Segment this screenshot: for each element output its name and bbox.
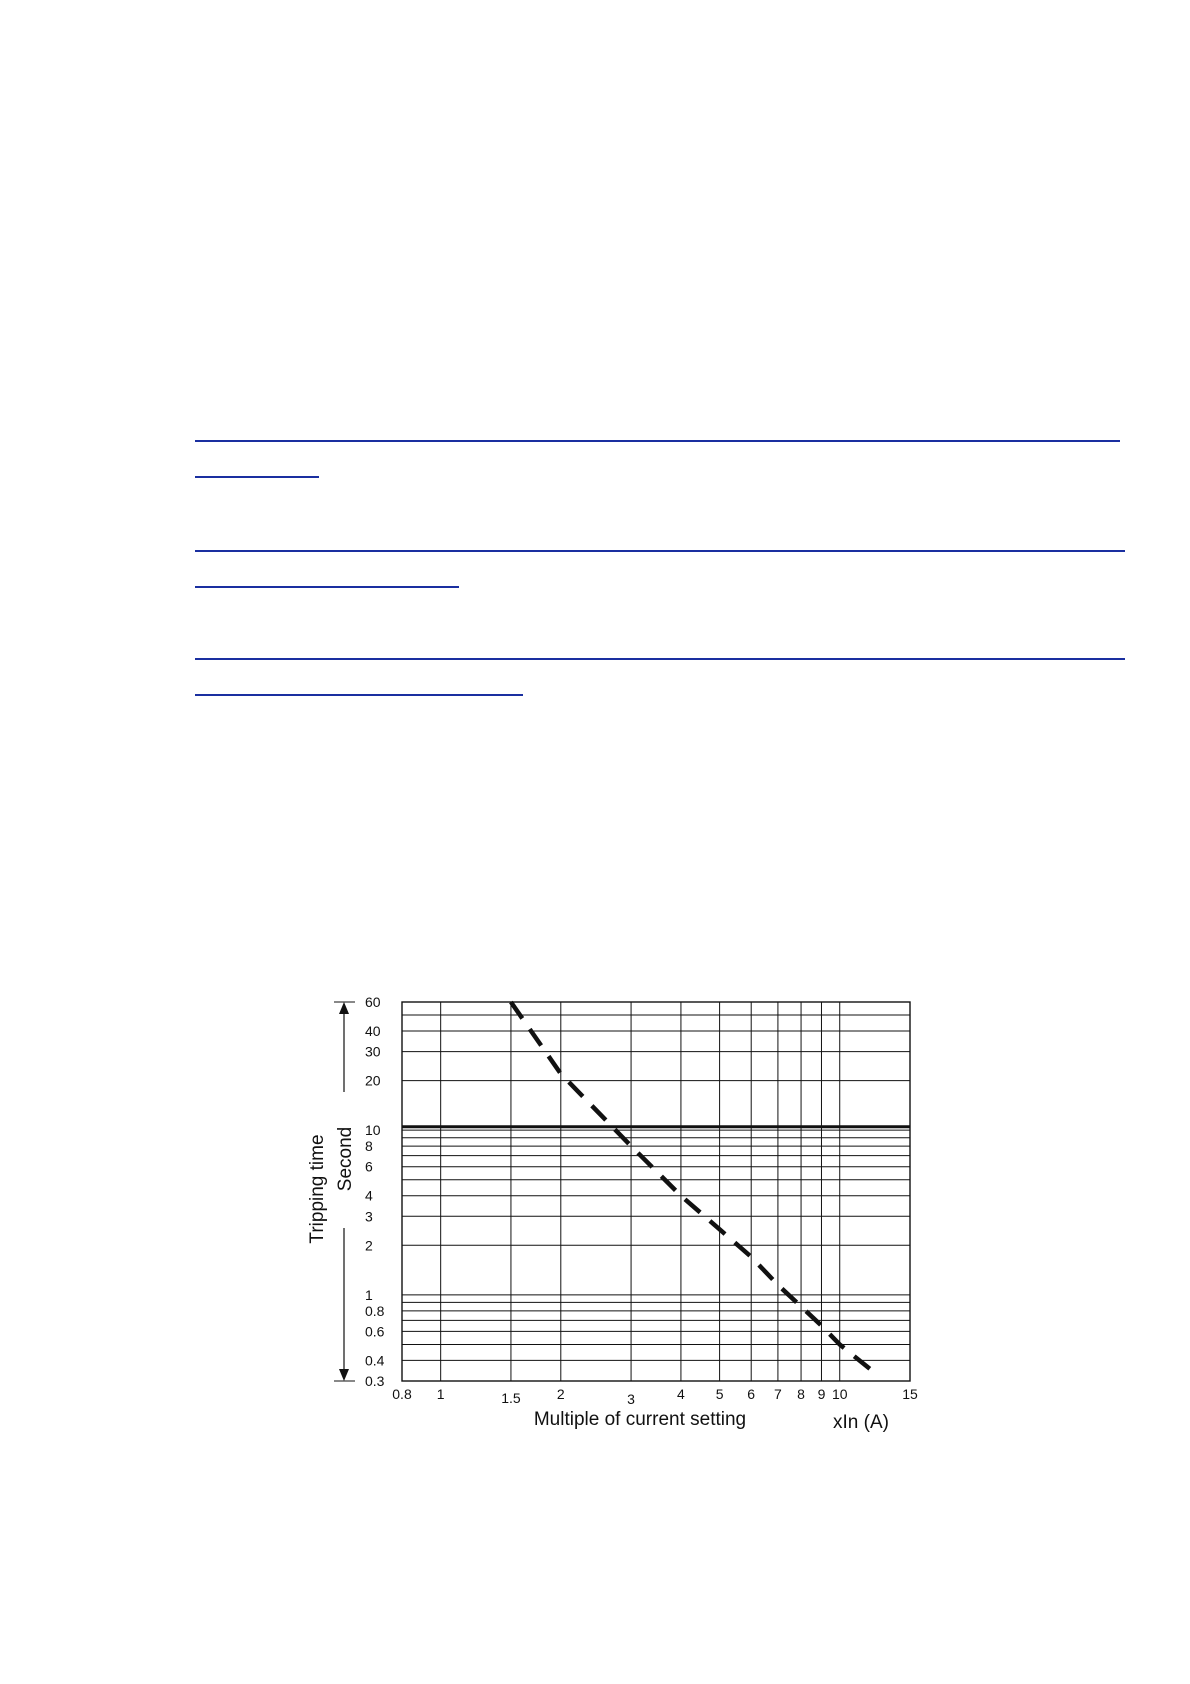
- x-tick-label: 6: [747, 1386, 756, 1402]
- y-tick-label: 0.8: [365, 1302, 385, 1319]
- x-tick-label: 7: [774, 1386, 782, 1402]
- x-tick-label: 8: [797, 1386, 805, 1402]
- y-tick-label: 0.6: [365, 1323, 385, 1340]
- y-arrow-head-bottom: [339, 1369, 349, 1381]
- x-tick-label: 1.5: [501, 1390, 521, 1406]
- y-axis-unit-label: Second: [335, 1126, 356, 1192]
- x-tick-label: 2: [556, 1386, 565, 1402]
- y-tick-label: 20: [365, 1072, 381, 1089]
- chart-series: [402, 1002, 910, 1370]
- y-tick-label: 4: [365, 1187, 373, 1204]
- plot-frame: [402, 1002, 910, 1381]
- x-tick-label: 9: [817, 1386, 826, 1402]
- y-tick-label: 8: [365, 1138, 373, 1155]
- y-tick-label: 6: [365, 1158, 373, 1175]
- x-tick-label: 3: [627, 1391, 635, 1407]
- x-axis-label: Multiple of current setting: [533, 1409, 747, 1430]
- y-arrow-head-top: [339, 1002, 349, 1014]
- x-tick-label: 15: [902, 1386, 918, 1402]
- y-tick-label: 0.3: [365, 1373, 385, 1389]
- chart-grid: [402, 1002, 910, 1381]
- tripping-curve-dashed: [511, 1002, 871, 1370]
- x-tick-label: 0.8: [392, 1386, 412, 1402]
- y-tick-label: 40: [365, 1023, 381, 1040]
- y-tick-label: 2: [365, 1237, 373, 1254]
- x-tick-label: 4: [677, 1386, 685, 1402]
- y-tick-label: 10: [365, 1122, 381, 1139]
- x-tick-label: 1: [436, 1386, 445, 1402]
- y-tick-label: 1: [365, 1286, 373, 1303]
- x-axis-unit: xIn (A): [833, 1412, 889, 1433]
- y-tick-labels: [365, 994, 385, 1389]
- y-tick-label: 60: [365, 994, 381, 1010]
- y-axis-label: Tripping time: [307, 1134, 328, 1244]
- x-tick-label: 5: [715, 1386, 724, 1402]
- y-tick-label: 30: [365, 1043, 381, 1060]
- y-tick-label: 0.4: [365, 1352, 385, 1369]
- x-tick-labels: [392, 1386, 918, 1407]
- x-tick-label: 10: [831, 1386, 848, 1402]
- y-tick-label: 3: [365, 1208, 373, 1225]
